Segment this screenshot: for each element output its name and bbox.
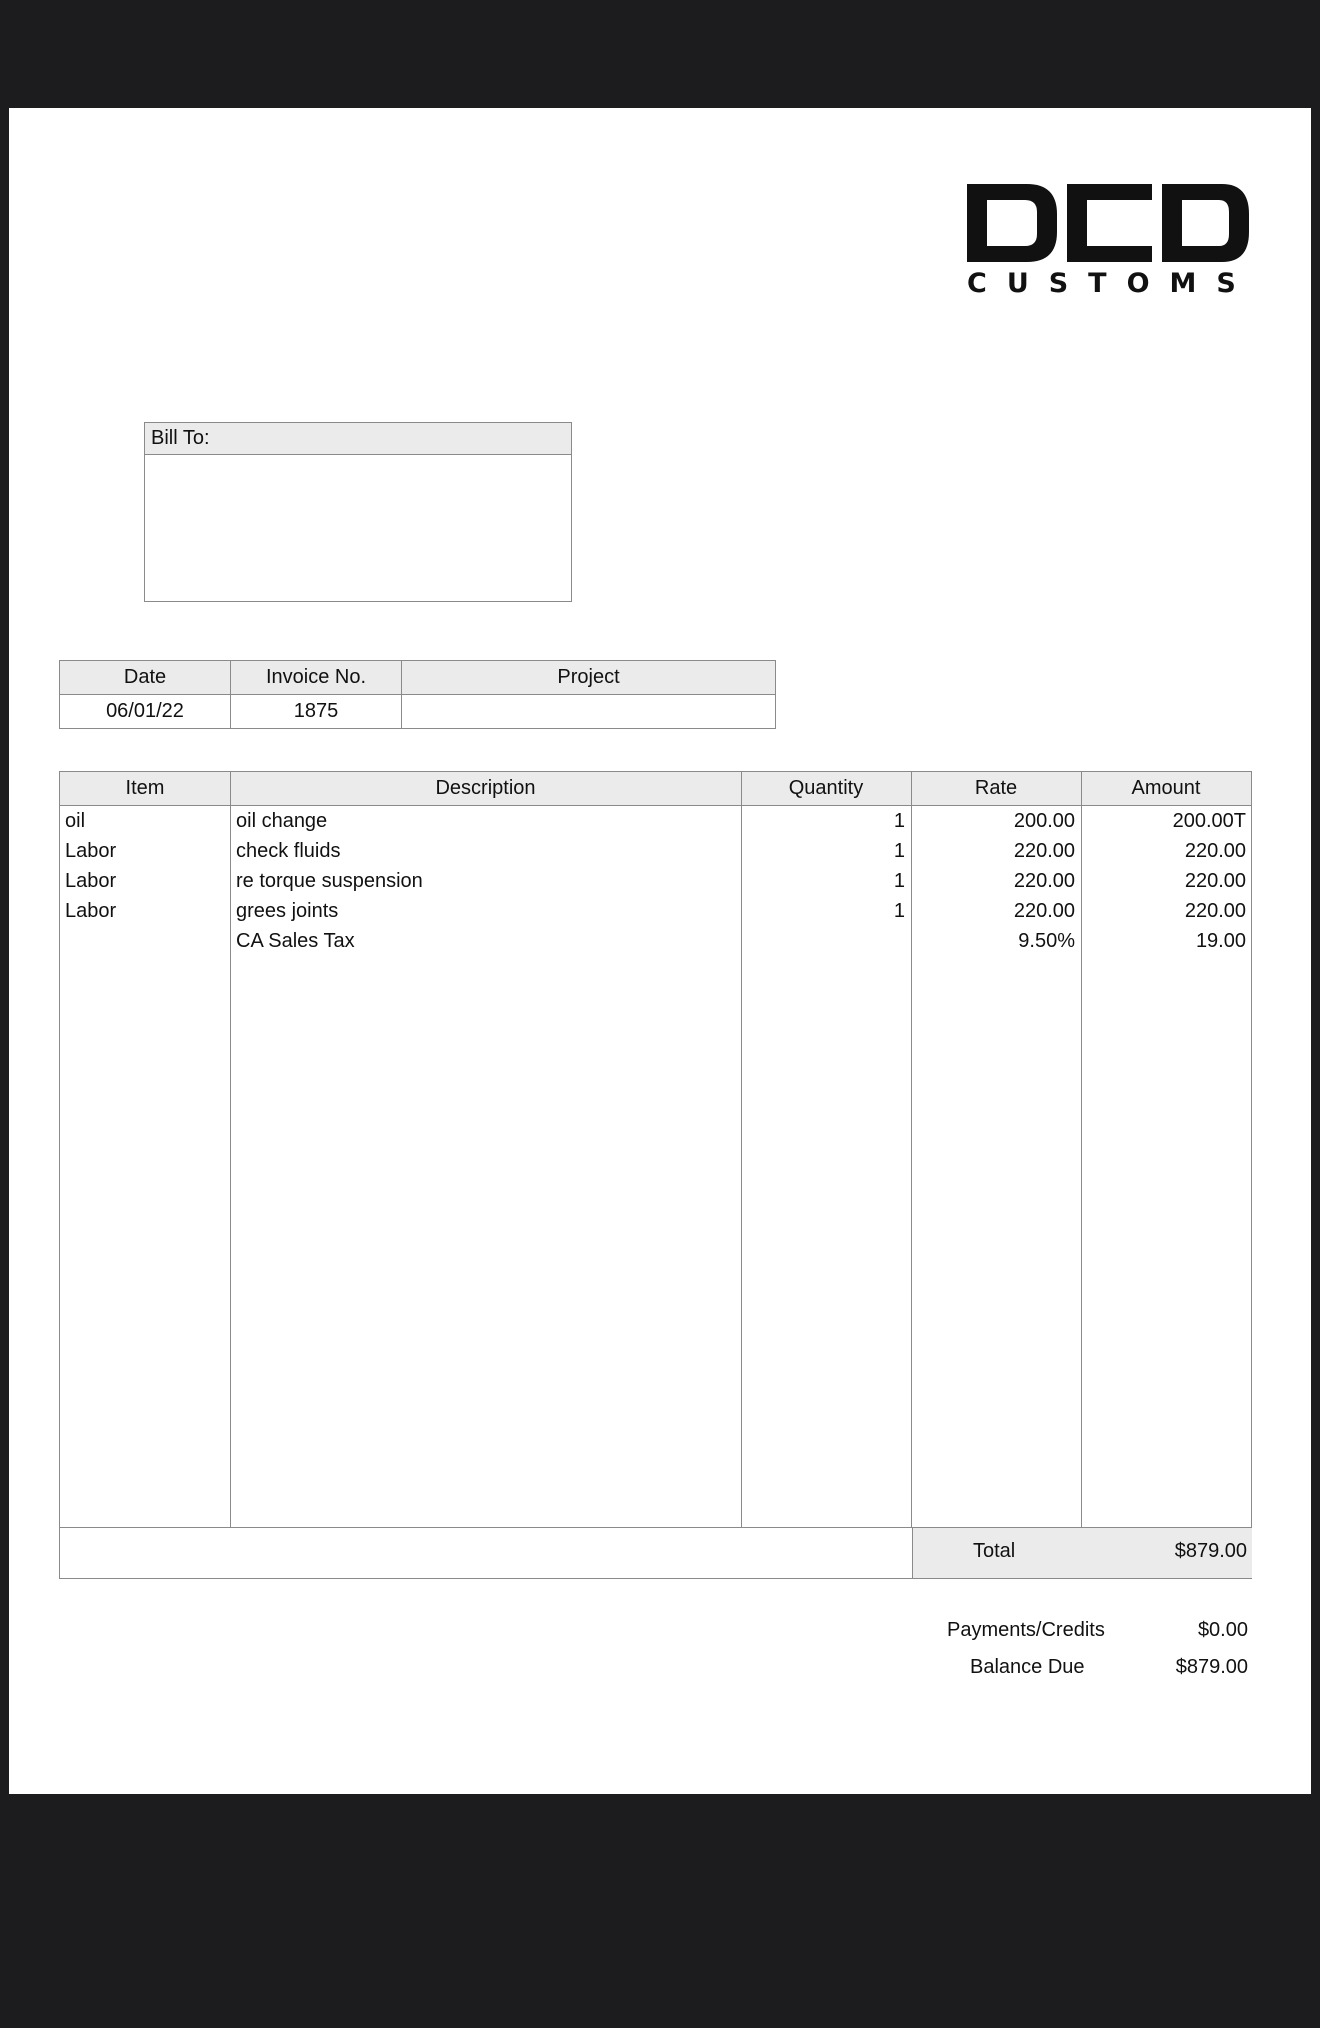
row-rate: 200.00	[1013, 810, 1075, 832]
line-items-table	[59, 771, 1252, 1529]
row-description: CA Sales Tax	[236, 930, 355, 952]
row-quantity: 1	[893, 810, 905, 832]
column-divider	[911, 772, 912, 1528]
date-header: Date	[60, 661, 231, 695]
amount-column-header: Amount	[1131, 777, 1201, 799]
row-item: oil	[65, 810, 86, 832]
quantity-column-header: Quantity	[788, 777, 864, 799]
description-column-header: Description	[435, 777, 536, 799]
project-header: Project	[402, 661, 776, 695]
row-description: re torque suspension	[236, 870, 423, 892]
bill-to-box	[144, 422, 572, 602]
item-column-header: Item	[125, 777, 165, 799]
invoice-meta-table	[59, 660, 776, 729]
row-quantity: 1	[893, 870, 905, 892]
payments-label: Payments/Credits	[947, 1619, 1105, 1641]
row-description: oil change	[236, 810, 328, 832]
project-value	[402, 695, 776, 729]
invoice-page	[9, 108, 1311, 1794]
row-rate: 220.00	[1013, 900, 1075, 922]
line-items-header	[60, 772, 1251, 806]
row-amount: 220.00	[1184, 840, 1246, 862]
row-quantity: 1	[893, 840, 905, 862]
total-cell	[912, 1528, 1252, 1578]
row-amount: 220.00	[1184, 900, 1246, 922]
company-subtitle: CUSTOMS	[967, 268, 1256, 299]
column-divider	[741, 772, 742, 1528]
row-amount: 19.00	[1195, 930, 1246, 952]
balance-value: $879.00	[1175, 1656, 1248, 1678]
row-quantity: 1	[893, 900, 905, 922]
row-description: grees joints	[236, 900, 339, 922]
column-divider	[1081, 772, 1082, 1528]
invoice-no-value: 1875	[231, 695, 402, 729]
row-item: Labor	[65, 840, 117, 862]
dcd-logo-mark	[967, 184, 1257, 264]
row-amount: 220.00	[1184, 870, 1246, 892]
bill-to-label: Bill To:	[145, 423, 571, 455]
total-label: Total	[973, 1540, 1016, 1562]
date-value: 06/01/22	[60, 695, 231, 729]
row-rate: 9.50%	[1018, 930, 1075, 952]
row-item: Labor	[65, 870, 117, 892]
column-divider	[230, 772, 231, 1528]
row-rate: 220.00	[1013, 870, 1075, 892]
row-rate: 220.00	[1013, 840, 1075, 862]
rate-column-header: Rate	[974, 777, 1018, 799]
payments-value: $0.00	[1197, 1619, 1248, 1641]
totals-box	[59, 1527, 1252, 1579]
row-amount: 200.00T	[1172, 810, 1246, 832]
row-item: Labor	[65, 900, 117, 922]
total-value: $879.00	[1174, 1540, 1247, 1562]
balance-label: Balance Due	[970, 1656, 1085, 1678]
invoice-no-header: Invoice No.	[231, 661, 402, 695]
row-description: check fluids	[236, 840, 341, 862]
